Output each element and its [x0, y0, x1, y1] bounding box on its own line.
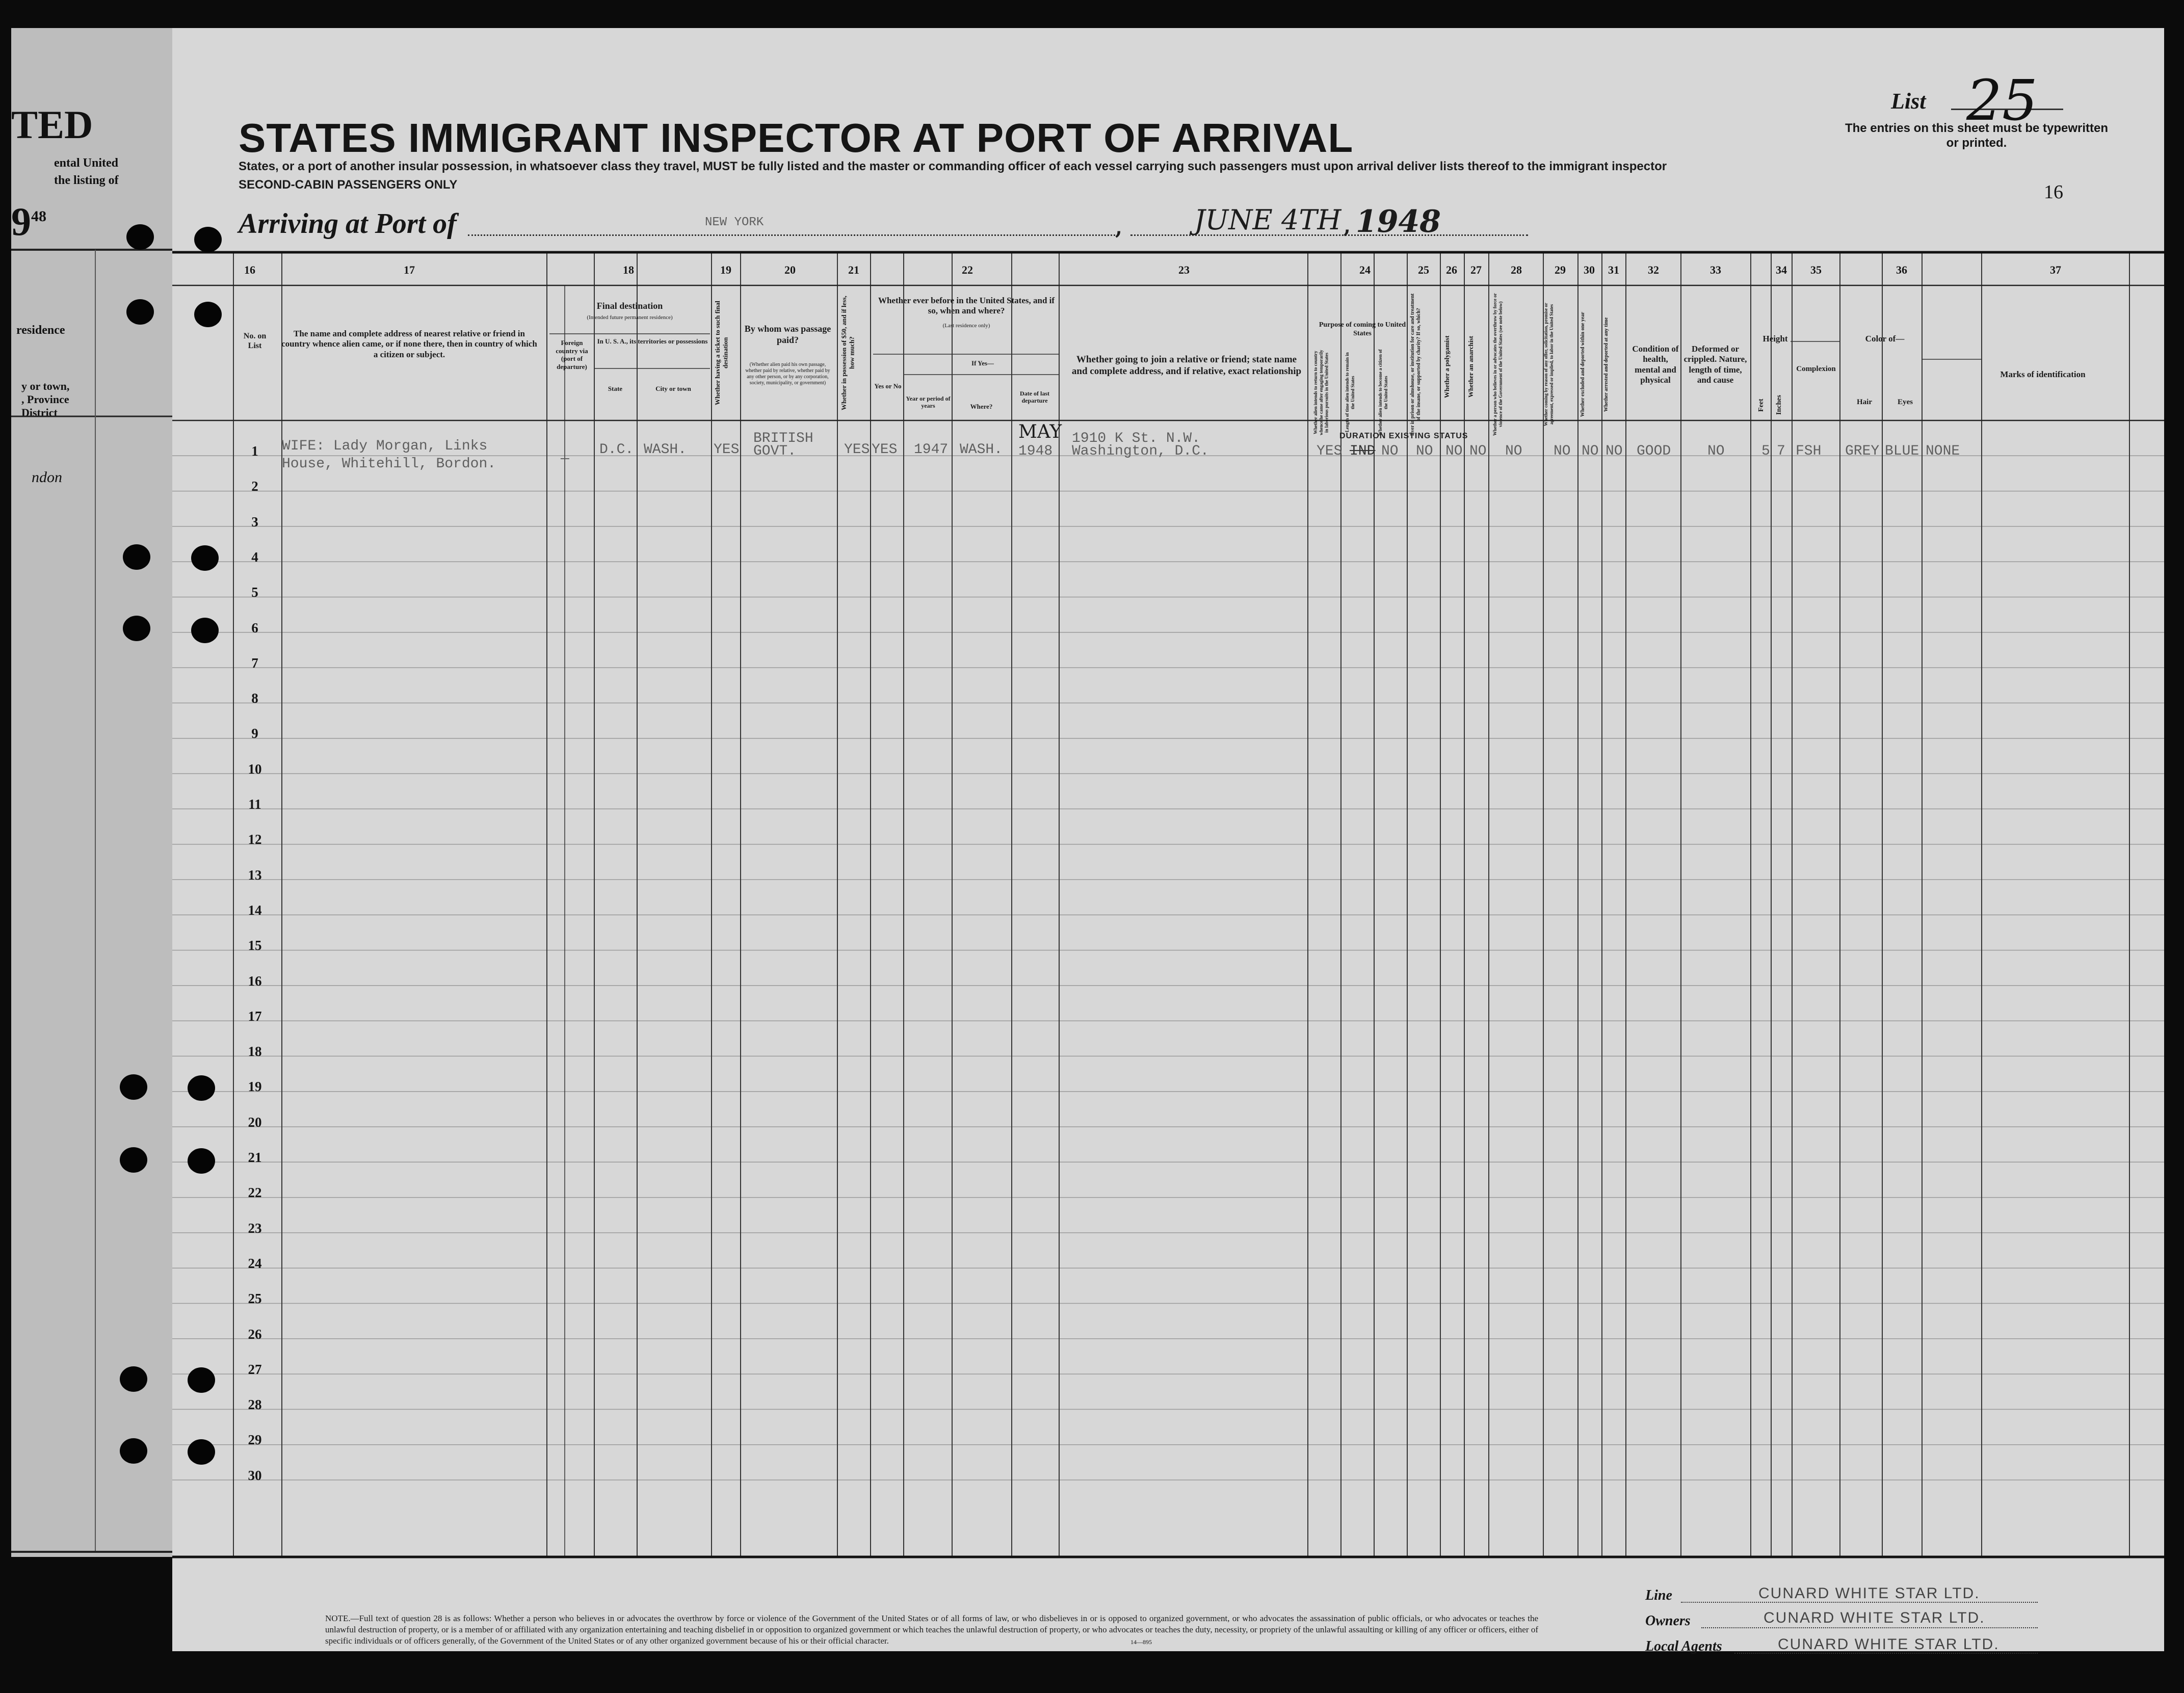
dest-state: D.C.: [599, 442, 634, 458]
money-value: YES: [844, 442, 870, 458]
punch-hole: [123, 544, 150, 570]
c24c-value: NO: [1381, 443, 1399, 459]
col18-foreign: Foreign country via (port of departure): [556, 339, 588, 371]
deformed-value: NO: [1707, 443, 1725, 459]
col18-note: (Intended future permanent residence): [587, 314, 673, 321]
health-value: GOOD: [1637, 443, 1671, 459]
row-number-9: 9: [251, 726, 258, 742]
column-number-33: 33: [1710, 263, 1721, 276]
column-number-35: 35: [1810, 263, 1822, 276]
col22-if-yes: If Yes—: [971, 359, 994, 367]
last-departure-month: MAY: [1018, 421, 1062, 442]
punch-hole: [120, 1438, 147, 1464]
port-value: NEW YORK: [705, 216, 764, 229]
col24-b: Length of time alien intends to remain in the United States: [1345, 352, 1355, 433]
entries-note: The entries on this sheet must be typewritten or printed.: [1845, 121, 2109, 150]
agents-label: Local Agents: [1645, 1638, 1722, 1654]
row-number-4: 4: [251, 549, 258, 565]
col34-inches: Inches: [1775, 395, 1783, 415]
col24-c: Whether alien intends to become a citizen of the United States: [1378, 349, 1388, 436]
dest-city: WASH.: [644, 442, 687, 458]
punch-hole: [188, 1439, 215, 1465]
punch-hole: [126, 224, 154, 250]
prev-col-heading: residence: [16, 324, 65, 337]
col27-header: Whether an anarchist: [1467, 336, 1475, 398]
foreign-country: —: [561, 451, 569, 467]
form-class: SECOND-CABIN PASSENGERS ONLY: [239, 178, 458, 192]
column-number-29: 29: [1555, 263, 1566, 276]
previous-page-edge: [11, 28, 182, 1557]
footnote: NOTE.—Full text of question 28 is as follows: Whether a person who believes in or advocates the overthrow by force or violence of the Government of the United States or of all forms of law, or who disbelieves in or is opposed to organized government, or who advocates the assassination of public officials, or who advocates or teaches the unlawful destruction of property, or is a member of or affiliated with any organization entertaining and teaching disbelief in or opposition to organized government or which teaches the unlawful destruction of property, or who advocates or teaches the duty, necessity, or propriety of the unlawful assaulting or killing of any officer or officers, either of specific individuals or of officers generally, of the Government of the United States or of any other organized government because of his or their official character.: [325, 1613, 1538, 1646]
punch-hole: [120, 1074, 147, 1100]
date-value: JUNE 4TH: [1194, 204, 1341, 236]
marks-value: NONE: [1926, 443, 1960, 459]
row-number-22: 22: [248, 1185, 262, 1201]
arriving-label: Arriving at Port of: [239, 208, 457, 240]
col18-city: City or town: [655, 385, 691, 392]
prev-rulings: [11, 28, 182, 1557]
agents-value: CUNARD WHITE STAR LTD.: [1778, 1636, 1999, 1653]
port-line: [468, 234, 1115, 236]
col31-header: Whether arrested and deported at any time: [1603, 317, 1609, 412]
column-number-21: 21: [848, 263, 859, 276]
row-number-27: 27: [248, 1361, 262, 1377]
col22-year: Year or period of years: [906, 395, 951, 410]
col33-header: Deformed or crippled. Nature, length of time, and cause: [1683, 344, 1747, 385]
row-number-6: 6: [251, 620, 258, 636]
line-label: Line: [1645, 1588, 1672, 1603]
col18-usa: In U. S. A., its territories or possessions: [597, 337, 708, 345]
column-number-19: 19: [720, 263, 731, 276]
column-number-32: 32: [1648, 263, 1659, 276]
c28-value: NO: [1505, 443, 1522, 459]
passage-line-2: GOVT.: [753, 443, 797, 459]
row-number-21: 21: [248, 1150, 262, 1165]
row-number-16: 16: [248, 973, 262, 989]
duration-stamp: DURATION EXISTING STATUS: [1339, 432, 1468, 440]
prev-sub-1: y or town,: [21, 380, 70, 392]
form-grid: [172, 28, 2164, 1651]
col36-hair: Hair: [1857, 398, 1872, 406]
punch-hole: [194, 227, 222, 252]
owners-underline: [1701, 1627, 2038, 1628]
col36-eyes: Eyes: [1898, 398, 1913, 406]
row-number-1: 1: [251, 443, 258, 459]
col25-header: Ever in prison or almshouse, or institution for care and treatment of the insane, or supported by charity? If so, which?: [1410, 293, 1422, 436]
column-number-16: 16: [244, 263, 255, 276]
before-where: WASH.: [960, 442, 1003, 458]
col26-header: Whether a polygamist: [1443, 335, 1451, 399]
col19-header: Whether having a ticket to such final destination: [714, 301, 729, 405]
punch-hole: [120, 1147, 147, 1173]
col18-header: Final destination: [596, 301, 663, 311]
form-title: STATES IMMIGRANT INSPECTOR AT PORT OF ARRIVAL: [239, 115, 1354, 161]
c24a-value: YES: [1317, 443, 1343, 459]
prev-year-fragment: $9^{48}$: [11, 199, 46, 244]
punch-hole: [188, 1367, 215, 1393]
eyes-value: BLUE: [1885, 443, 1919, 459]
col22-date: Date of last departure: [1020, 390, 1049, 405]
owners-value: CUNARD WHITE STAR LTD.: [1764, 1609, 1985, 1626]
passage-line-1: BRITISH: [753, 431, 813, 446]
before-yes: YES: [872, 442, 898, 458]
col24-header: Purpose of coming to United States: [1319, 321, 1406, 337]
row-number-13: 13: [248, 867, 262, 883]
c24b-value: IND: [1350, 443, 1376, 459]
join-line-1: 1910 K St. N.W.: [1072, 431, 1201, 446]
list-number: 25: [1966, 68, 2038, 133]
row-number-14: 14: [248, 902, 262, 918]
col34-header: Height: [1762, 334, 1788, 343]
punch-hole: [126, 299, 154, 325]
col22-where: Where?: [970, 403, 993, 410]
row-number-10: 10: [248, 761, 262, 777]
year-value: 1948: [1356, 204, 1441, 240]
col35-header: Complexion: [1796, 365, 1836, 373]
prev-title-fragment: TED: [11, 102, 93, 147]
column-number-30: 30: [1584, 263, 1595, 276]
col16-header: No. on List: [243, 332, 267, 351]
date-comma-2: ,: [1344, 214, 1351, 238]
col34-feet: Feet: [1757, 399, 1765, 412]
prev-sub-3: District: [21, 406, 58, 419]
hair-value: GREY: [1845, 443, 1880, 459]
row-number-8: 8: [251, 691, 258, 706]
row-number-20: 20: [248, 1114, 262, 1130]
col22-note: (Last residence only): [942, 323, 990, 329]
prev-line-1: ental United: [54, 156, 118, 170]
inches-value: 7: [1777, 443, 1785, 459]
col22-header: Whether ever before in the United States, and if so, when and where?: [878, 296, 1055, 316]
row-number-18: 18: [248, 1044, 262, 1060]
column-number-17: 17: [404, 263, 415, 276]
row-number-11: 11: [248, 797, 261, 812]
last-departure-year: 1948: [1018, 443, 1053, 459]
sheet-number: 16: [2044, 181, 2063, 203]
row-number-30: 30: [248, 1467, 262, 1483]
col37-header: Marks of identification: [2000, 369, 2086, 379]
col30-header: Whether excluded and deported within one year: [1580, 312, 1586, 417]
col28-header: Whether a person who believes in or advocates the overthrow by force or violence of the Government of the United States (see note below): [1492, 293, 1503, 436]
feet-value: 5: [1761, 443, 1770, 459]
column-number-34: 34: [1776, 263, 1787, 276]
prev-sub-2: , Province: [21, 393, 69, 406]
column-number-27: 27: [1470, 263, 1482, 276]
column-number-25: 25: [1418, 263, 1429, 276]
row-number-3: 3: [251, 514, 258, 530]
join-line-2: Washington, D.C.: [1072, 443, 1209, 459]
column-number-23: 23: [1178, 263, 1190, 276]
relative-line-2: House, Whitehill, Bordon.: [282, 456, 496, 472]
punch-hole: [120, 1366, 147, 1392]
col20-header: By whom was passage paid?: [744, 324, 831, 345]
row-number-2: 2: [251, 479, 258, 494]
c30-value: NO: [1582, 443, 1599, 459]
punch-hole: [188, 1148, 215, 1174]
row-number-24: 24: [248, 1255, 262, 1271]
row-number-28: 28: [248, 1397, 262, 1413]
punch-hole: [123, 616, 150, 641]
punch-hole: [191, 618, 219, 643]
col24-a: Whether alien intends to return to country whence he came after engaging temporarily in laborious pursuits in the United States: [1313, 350, 1329, 435]
form-code: 14—895: [1130, 1638, 1152, 1646]
column-number-26: 26: [1446, 263, 1457, 276]
column-number-24: 24: [1359, 263, 1371, 276]
row-number-19: 19: [248, 1079, 262, 1095]
column-number-22: 22: [962, 263, 973, 276]
col21-header: Whether in possession of $50, and if less, how much?: [840, 296, 856, 410]
col36-header: Color of—: [1865, 334, 1905, 343]
col23-header: Whether going to join a relative or friend; state name and complete address, and if relative, exact relationship: [1071, 354, 1302, 377]
punch-hole: [191, 545, 219, 571]
col29-header: Whether coming by reason of any offer, solicitation, promise or agreement, expressed or implied, to labor in the United States: [1543, 303, 1554, 426]
list-label: List: [1891, 89, 1926, 114]
column-number-18: 18: [623, 263, 634, 276]
c29-value: NO: [1554, 443, 1571, 459]
complexion-value: FSH: [1796, 443, 1822, 459]
row-number-7: 7: [251, 655, 258, 671]
line-value: CUNARD WHITE STAR LTD.: [1758, 1585, 1980, 1602]
prev-entry: ndon: [32, 469, 62, 486]
manifest-sheet: [172, 28, 2164, 1654]
punch-hole: [188, 1075, 215, 1101]
col22-yes-no: Yes or No: [874, 382, 902, 390]
col32-header: Condition of health, mental and physical: [1632, 344, 1679, 385]
column-number-28: 28: [1511, 263, 1522, 276]
form-intro: States, or a port of another insular possession, in whatsoever class they travel, MUST be fully listed and the master or commanding officer of each vessel carrying such passengers must upon arrival deliver lists thereof to the immigrant inspector: [239, 160, 1667, 173]
c26-value: NO: [1445, 443, 1463, 459]
column-number-36: 36: [1896, 263, 1907, 276]
punch-hole: [194, 302, 222, 327]
row-number-17: 17: [248, 1008, 262, 1024]
c25-value: NO: [1416, 443, 1433, 459]
column-number-31: 31: [1608, 263, 1619, 276]
c27-value: NO: [1469, 443, 1487, 459]
row-number-26: 26: [248, 1326, 262, 1342]
column-number-20: 20: [784, 263, 796, 276]
column-number-37: 37: [2050, 263, 2061, 276]
col17-header: The name and complete address of nearest relative or friend in country whence alien came, or if none there, then in country of which a citizen or subject.: [281, 329, 537, 359]
row-number-12: 12: [248, 832, 262, 848]
row-number-5: 5: [251, 585, 258, 600]
c31-value: NO: [1606, 443, 1623, 459]
relative-line-1: WIFE: Lady Morgan, Links: [282, 438, 488, 454]
row-number-23: 23: [248, 1220, 262, 1236]
before-year: 1947: [914, 442, 949, 458]
row-number-25: 25: [248, 1291, 262, 1307]
row-number-15: 15: [248, 938, 262, 954]
ticket-value: YES: [714, 442, 740, 458]
owners-label: Owners: [1645, 1613, 1691, 1629]
col20-note: (Whether alien paid his own passage, whether paid by relative, whether paid by any other person, or by any corporation, society, municipality, or government): [745, 362, 830, 386]
date-comma: ,: [1115, 216, 1122, 240]
row-number-29: 29: [248, 1432, 262, 1448]
prev-line-2: the listing of: [54, 174, 119, 187]
col18-state: State: [608, 385, 623, 392]
